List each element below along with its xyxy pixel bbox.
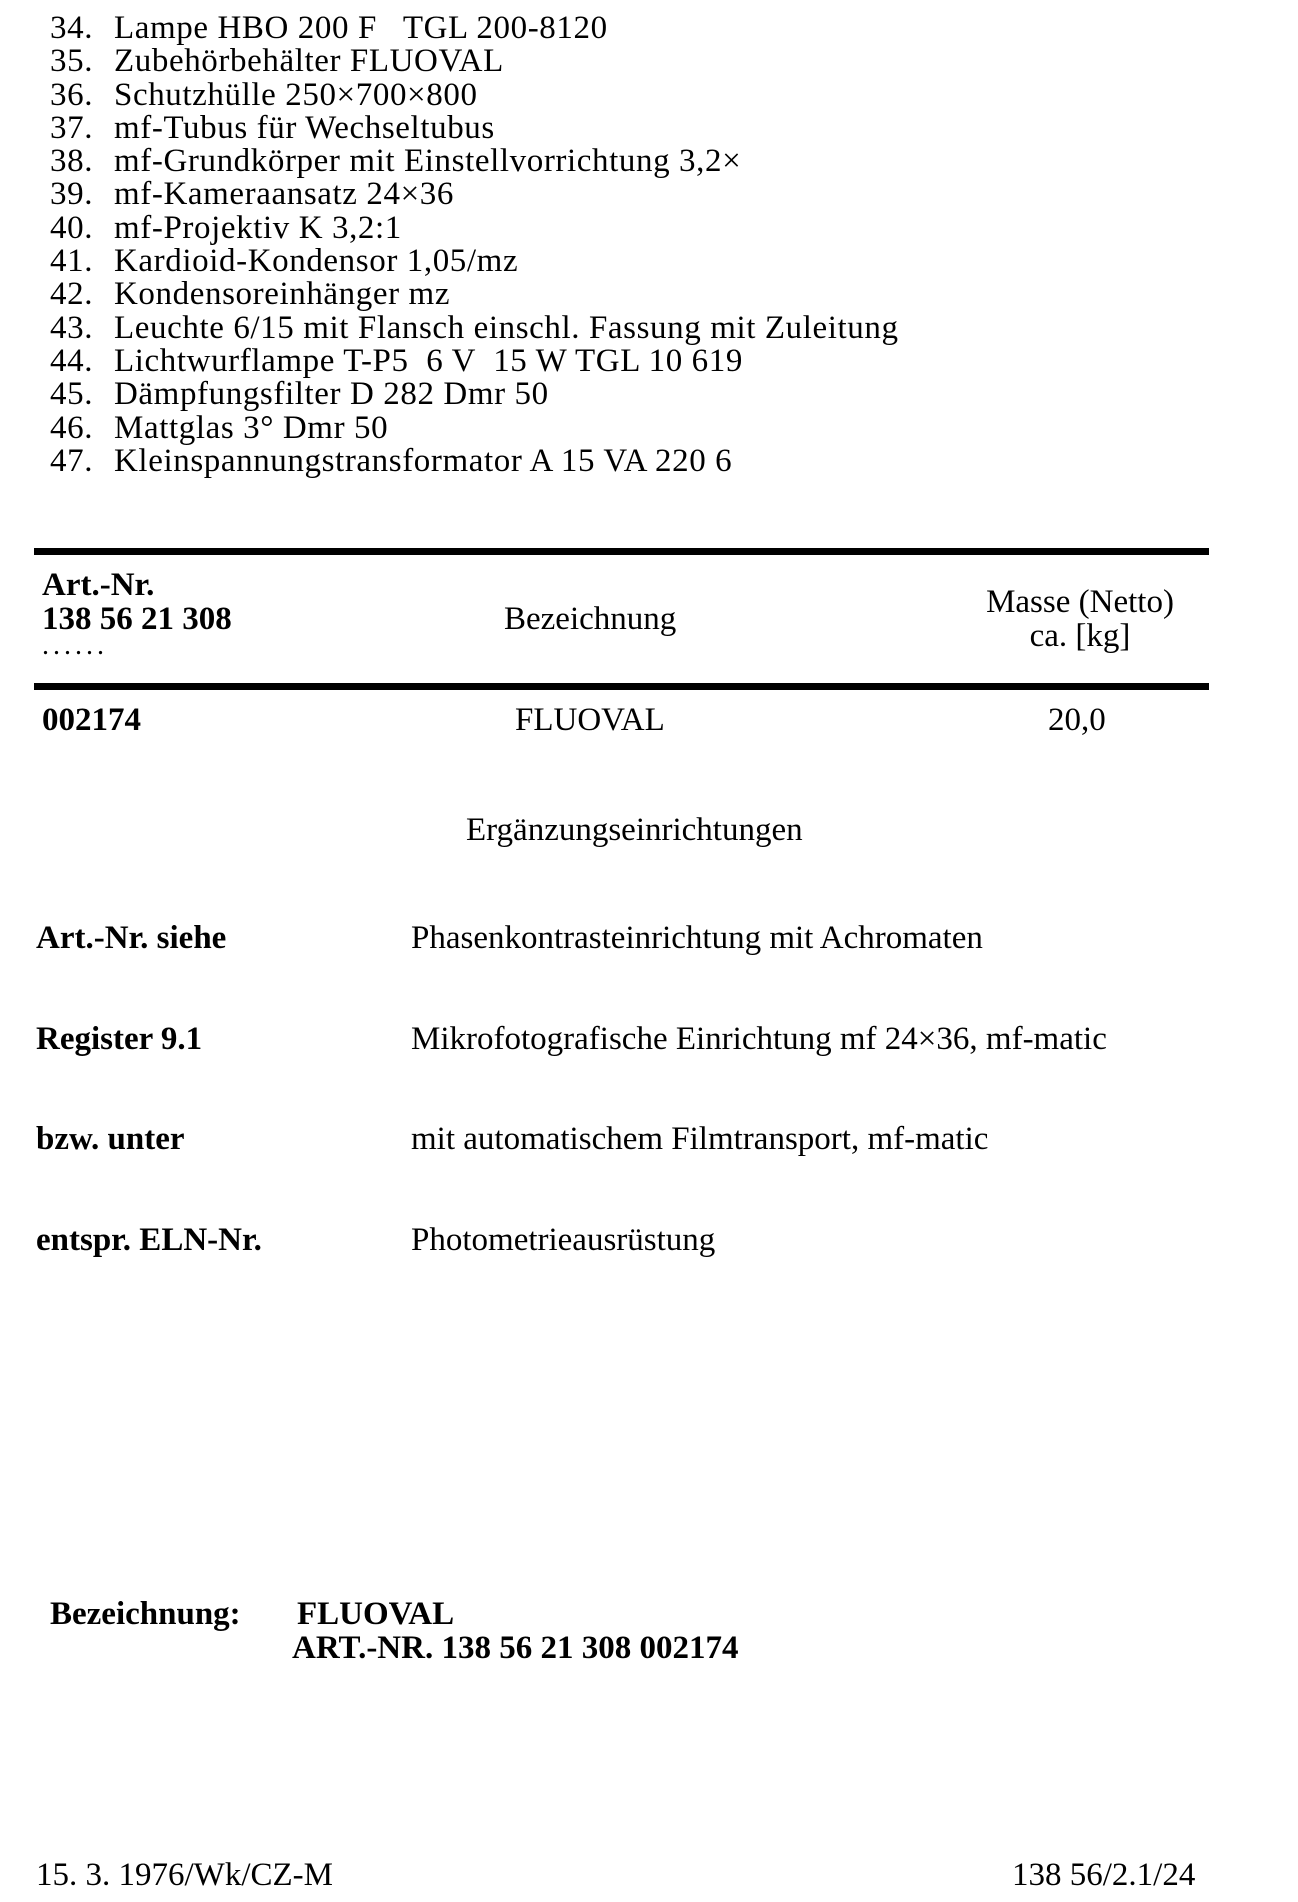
item-text: Zubehörbehälter FLUOVAL — [114, 43, 504, 80]
parts-list-item — [50, 378, 899, 411]
item-text: mf-Grundkörper mit Einstellvorrichtung 3,2× — [114, 143, 742, 180]
table-cell-masse: 20,0 — [1048, 702, 1106, 738]
item-number: 47. — [50, 442, 94, 479]
ergaenzung-reference-line: Register 9.1 — [36, 1020, 203, 1057]
item-text: Mattglas 3° Dmr 50 — [114, 409, 389, 446]
parts-list-item — [50, 45, 899, 78]
ergaenzung-reference-line: bzw. unter — [36, 1121, 185, 1157]
item-number: 39. — [50, 176, 94, 213]
table-cell-bezeichnung: FLUOVAL — [515, 702, 665, 738]
masse-header-line1: Masse (Netto) — [986, 584, 1174, 620]
table-header-rule — [34, 683, 1209, 690]
ergaenzung-item: mit automatischem Filmtransport, mf-matic — [411, 1121, 989, 1157]
parts-list-item — [50, 409, 899, 446]
ergaenzung-item: Photometrieausrüstung — [411, 1221, 716, 1258]
parts-list-item — [50, 178, 899, 211]
ergaenzung-reference-line: Art.-Nr. siehe — [36, 920, 227, 956]
item-number: 36. — [50, 76, 94, 113]
item-number: 42. — [50, 276, 94, 313]
designation-label: Bezeichnung: — [50, 1596, 241, 1632]
item-text: Lampe HBO 200 F TGL 200-8120 — [114, 10, 608, 46]
ergaenzung-items — [411, 855, 1107, 1291]
parts-list-item — [50, 12, 899, 45]
item-text: Lichtwurflampe T-P5 6 V 15 W TGL 10 619 — [114, 342, 743, 379]
parts-list-item — [50, 76, 899, 113]
item-text: Kondensoreinhänger mz — [114, 276, 451, 313]
item-text: Dämpfungsfilter D 282 Dmr 50 — [114, 376, 549, 413]
item-number: 34. — [50, 10, 94, 46]
item-text: Kardioid-Kondensor 1,05/mz — [114, 243, 519, 280]
item-number: 43. — [50, 309, 94, 346]
masse-header-line2: ca. [kg] — [1029, 618, 1131, 654]
item-number: 38. — [50, 143, 94, 180]
ergaenzung-reference — [36, 855, 262, 1291]
item-text: mf-Projektiv K 3,2:1 — [114, 209, 402, 246]
table-cell-art-nr: 002174 — [42, 702, 141, 738]
parts-list-item — [50, 342, 899, 379]
ergaenzung-item: Mikrofotografische Einrichtung mf 24×36, mf-matic — [411, 1020, 1107, 1057]
parts-list-item — [50, 209, 899, 246]
table-top-rule — [34, 548, 1209, 555]
table-header-bezeichnung: Bezeichnung — [504, 601, 677, 637]
table-header-art-nr — [42, 568, 232, 636]
ergaenzung-title: Ergänzungseinrichtungen — [466, 812, 803, 848]
designation-art-nr: ART.-NR. 138 56 21 308 002174 — [292, 1630, 739, 1666]
ergaenzung-item: Phasenkontrasteinrichtung mit Achromaten — [411, 920, 983, 956]
item-number: 45. — [50, 376, 94, 413]
footer-page-number: 138 56/2.1/24 — [1012, 1857, 1196, 1893]
item-text: Leuchte 6/15 mit Flansch einschl. Fassung mit Zuleitung — [114, 309, 899, 346]
art-nr-header-line1: Art.-Nr. — [42, 567, 155, 603]
item-number: 44. — [50, 342, 94, 379]
item-number: 35. — [50, 43, 94, 80]
parts-list — [50, 12, 899, 478]
art-nr-header-line2: 138 56 21 308 — [42, 601, 232, 637]
parts-list-item — [50, 245, 899, 278]
item-number: 46. — [50, 409, 94, 446]
parts-list-item — [50, 442, 899, 479]
parts-list-item — [50, 145, 899, 178]
art-nr-header-dots: ...... — [42, 630, 108, 661]
item-number: 41. — [50, 243, 94, 280]
item-number: 37. — [50, 109, 94, 146]
parts-list-item — [50, 278, 899, 311]
designation-value: FLUOVAL — [297, 1596, 455, 1632]
item-text: Kleinspannungstransformator A 15 VA 220 6 — [114, 442, 733, 479]
item-text: mf-Tubus für Wechseltubus — [114, 109, 495, 146]
item-text: mf-Kameraansatz 24×36 — [114, 176, 454, 213]
footer-date-code: 15. 3. 1976/Wk/CZ-M — [36, 1857, 333, 1893]
item-number: 40. — [50, 209, 94, 246]
ergaenzung-reference-line: entspr. ELN-Nr. — [36, 1221, 262, 1258]
item-text: Schutzhülle 250×700×800 — [114, 76, 478, 113]
parts-list-item — [50, 309, 899, 346]
table-header-masse — [970, 585, 1190, 653]
parts-list-item — [50, 109, 899, 146]
